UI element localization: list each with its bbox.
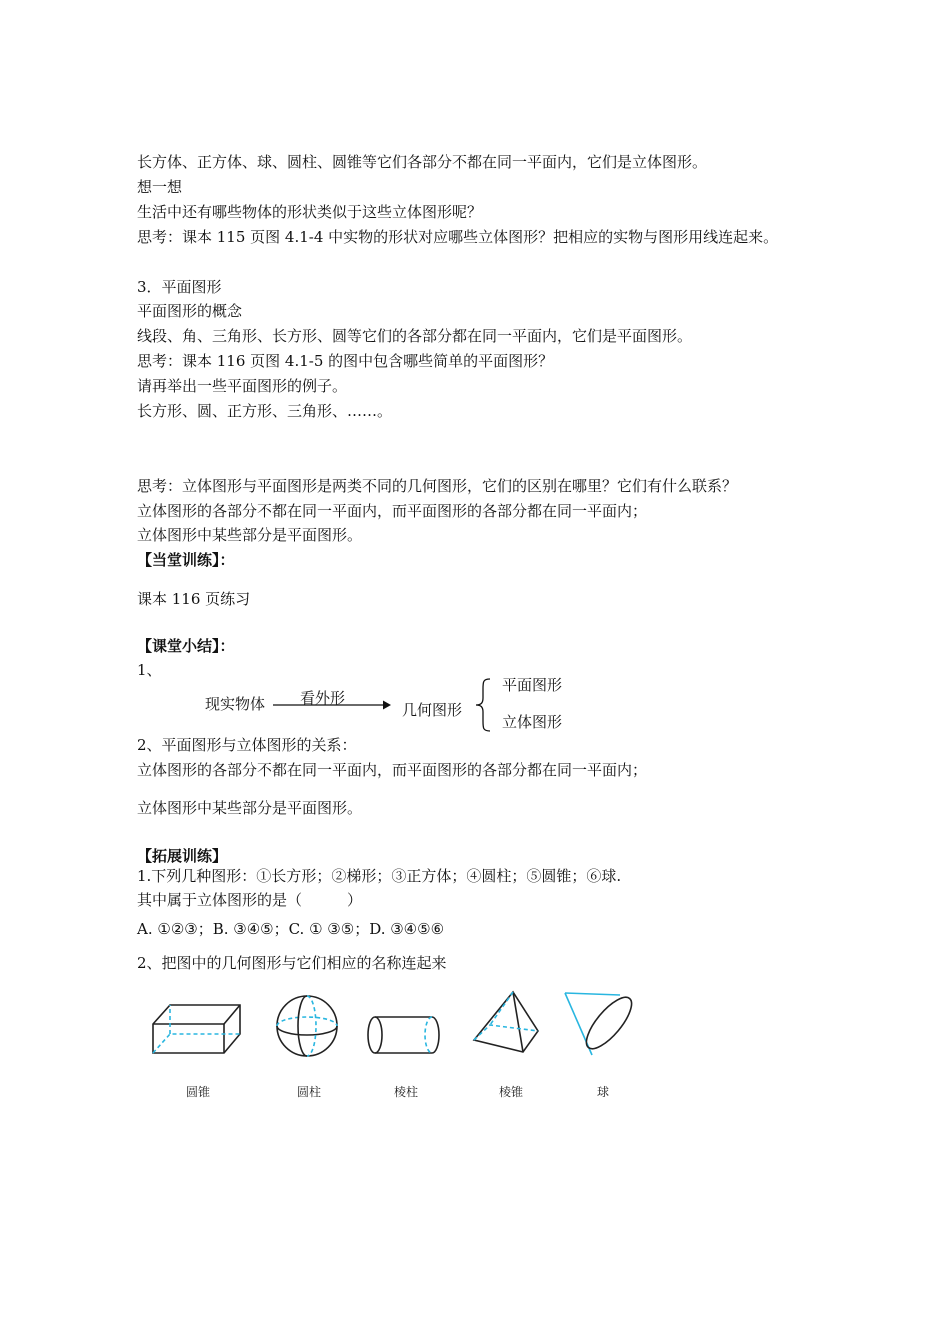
caption-4: 棱锥 <box>498 1085 524 1099</box>
caption-5: 球 <box>596 1085 610 1099</box>
comparison-difference: 立体图形的各部分不都在同一平面内，而平面图形的各部分都在同一平面内； <box>137 502 648 520</box>
plane-concept-title: 平面图形的概念 <box>137 302 243 320</box>
caption-1: 圆锥 <box>185 1085 211 1099</box>
summary-item2-connection: 立体图形中某些部分是平面图形。 <box>137 799 363 817</box>
plane-examples: 长方形、圆、正方形、三角形、……。 <box>137 402 393 420</box>
think-page-115: 思考：课本 115 页图 4.1-4 中实物的形状对应哪些立体图形？把相应的实物与图形用线连起来。 <box>137 228 779 246</box>
geometry-label: 几何图形 <box>402 701 463 719</box>
section-3-heading: 3．平面图形 <box>137 278 222 296</box>
geometric-shapes-figure <box>140 985 660 1065</box>
ask-examples: 请再举出一些平面图形的例子。 <box>137 377 348 395</box>
comparison-question: 思考：立体图形与平面图形是两类不同的几何图形，它们的区别在哪里？它们有什么联系？ <box>137 477 738 495</box>
practice-heading: 【当堂训练】： <box>137 551 235 569</box>
arrow-label: 看外形 <box>300 689 346 707</box>
comparison-connection: 立体图形中某些部分是平面图形。 <box>137 526 363 544</box>
solid-label: 立体图形 <box>502 713 563 731</box>
curly-brace-icon <box>472 676 494 734</box>
plane-label: 平面图形 <box>502 676 563 694</box>
practice-content: 课本 116 页练习 <box>137 590 251 608</box>
question-1-stem: 1.下列几种图形：①长方形；②梯形；③正方体；④圆柱；⑤圆锥；⑥球. <box>137 867 622 885</box>
think-page-116: 思考：课本 116 页图 4.1-5 的图中包含哪些简单的平面图形？ <box>137 352 554 370</box>
pyramid-icon <box>474 992 538 1052</box>
prism-icon <box>153 1005 240 1053</box>
caption-2: 圆柱 <box>296 1085 322 1099</box>
question-1-ask: 其中属于立体图形的是（ ） <box>137 891 363 909</box>
extension-heading: 【拓展训练】 <box>137 847 228 865</box>
question-2: 2、把图中的几何图形与它们相应的名称连起来 <box>137 954 447 972</box>
arrow-icon <box>273 698 393 712</box>
caption-3: 棱柱 <box>393 1085 419 1099</box>
real-object-label: 现实物体 <box>205 695 266 713</box>
plane-definition: 线段、角、三角形、长方形、圆等它们的各部分都在同一平面内，它们是平面图形。 <box>137 327 693 345</box>
summary-item1-number: 1、 <box>137 661 162 679</box>
cone-icon <box>565 991 639 1055</box>
question-1-options: A. ①②③；B. ③④⑤；C. ① ③⑤；D. ③④⑤⑥ <box>137 920 445 938</box>
summary-item2-title: 2、平面图形与立体图形的关系： <box>137 736 357 754</box>
cylinder-icon <box>368 1017 439 1053</box>
summary-heading: 【课堂小结】： <box>137 637 235 655</box>
solid-definition: 长方体、正方体、球、圆柱、圆锥等它们各部分不都在同一平面内，它们是立体图形。 <box>137 153 708 171</box>
sphere-icon <box>277 996 337 1056</box>
think-heading: 想一想 <box>137 178 183 196</box>
summary-item2-difference: 立体图形的各部分不都在同一平面内，而平面图形的各部分都在同一平面内； <box>137 761 648 779</box>
life-question: 生活中还有哪些物体的形状类似于这些立体图形呢？ <box>137 203 483 221</box>
